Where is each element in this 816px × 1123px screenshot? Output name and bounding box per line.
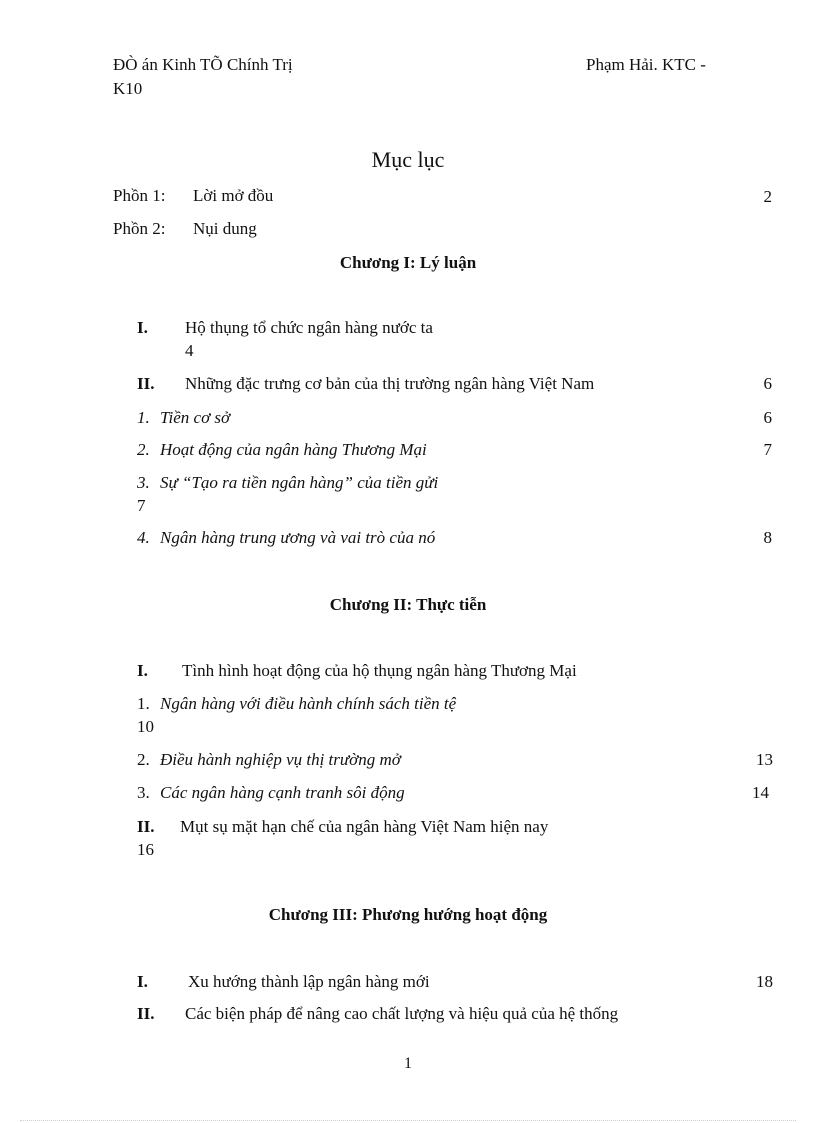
ch2-item-4-text: Các ngân hàng cạnh tranh sôi động: [160, 783, 405, 802]
ch1-item-3-page: 6: [763, 408, 772, 427]
ch3-item-1-text: Xu hướng thành lập ngân hàng mới: [188, 972, 430, 991]
part-2-text: Nụi dung: [193, 219, 257, 238]
ch3-item-1-page: 18: [756, 972, 773, 991]
ch1-item-2-text: Những đặc trưng cơ bản của thị trường ngân hàng Việt Nam: [185, 374, 595, 393]
ch2-item-5-text: Mụt sụ mặt hạn chế của ngân hàng Việt Nam hiện nay: [180, 817, 549, 836]
ch1-item-6-page: 8: [763, 528, 772, 547]
header-doc-title: ĐÒ án Kinh TÕ Chính Trị: [113, 55, 293, 74]
ch2-item-4-num: 3.: [137, 783, 150, 802]
ch1-item-1-num: I.: [137, 318, 148, 337]
ch1-item-6-text: Ngân hàng trung ương và vai trò của nó: [160, 528, 436, 547]
ch1-item-5-page: 7: [137, 496, 146, 515]
ch1-item-5-num: 3.: [137, 473, 150, 492]
ch1-item-6-num: 4.: [137, 528, 150, 547]
ch2-item-5-page: 16: [137, 840, 154, 859]
ch2-item-1-num: I.: [137, 661, 148, 680]
ch1-item-4-page: 7: [763, 440, 772, 459]
ch1-item-2-page: 6: [763, 374, 772, 393]
page-title: Mục lục: [371, 147, 445, 172]
ch2-item-5-num: II.: [137, 817, 155, 836]
ch2-item-2-text: Ngân hàng với điều hành chính sách tiền tệ: [160, 694, 457, 713]
ch1-item-1-text: Hộ thụng tổ chức ngân hàng nước ta: [185, 318, 433, 337]
header-doc-title-cont: K10: [113, 79, 143, 98]
ch2-item-3-text: Điều hành nghiệp vụ thị trường mở: [160, 750, 401, 769]
ch1-item-2-num: II.: [137, 374, 155, 393]
ch1-item-3-num: 1.: [137, 408, 150, 427]
ch2-item-3-page: 13: [756, 750, 773, 769]
part-1-label: Phồn 1:: [113, 186, 166, 205]
chapter-1-heading: Chương I: Lý luận: [339, 253, 477, 272]
ch3-item-2-num: II.: [137, 1004, 155, 1023]
ch1-item-4-text: Hoạt động của ngân hàng Thương Mại: [160, 440, 427, 459]
ch1-item-5-text: Sự “Tạo ra tiền ngân hàng” của tiền gửi: [160, 473, 439, 492]
page-number: 1: [404, 1055, 412, 1072]
header-author: Phạm Hải. KTC -: [586, 55, 706, 74]
ch3-item-1-num: I.: [137, 972, 148, 991]
ch2-item-2-num: 1.: [137, 694, 150, 713]
page-bottom-divider: [20, 1120, 796, 1121]
part-1-page: 2: [763, 187, 772, 206]
part-2-label: Phồn 2:: [113, 219, 166, 238]
ch2-item-2-page: 10: [137, 717, 154, 736]
ch2-item-4-page: 14: [752, 783, 769, 802]
part-1-text: Lời mở đồu: [193, 186, 274, 205]
chapter-3-heading: Chương III: Phương hướng hoạt động: [268, 905, 548, 924]
ch2-item-3-num: 2.: [137, 750, 150, 769]
chapter-2-heading: Chương II: Thực tiễn: [329, 595, 487, 614]
ch2-item-1-text: Tình hình hoạt động của hộ thụng ngân hàng Thương Mại: [182, 661, 577, 680]
ch1-item-3-text: Tiền cơ sở: [160, 408, 231, 427]
ch3-item-2-text: Các biện pháp để nâng cao chất lượng và hiệu quả của hệ thống: [185, 1004, 619, 1023]
ch1-item-4-num: 2.: [137, 440, 150, 459]
ch1-item-1-page: 4: [185, 341, 194, 360]
